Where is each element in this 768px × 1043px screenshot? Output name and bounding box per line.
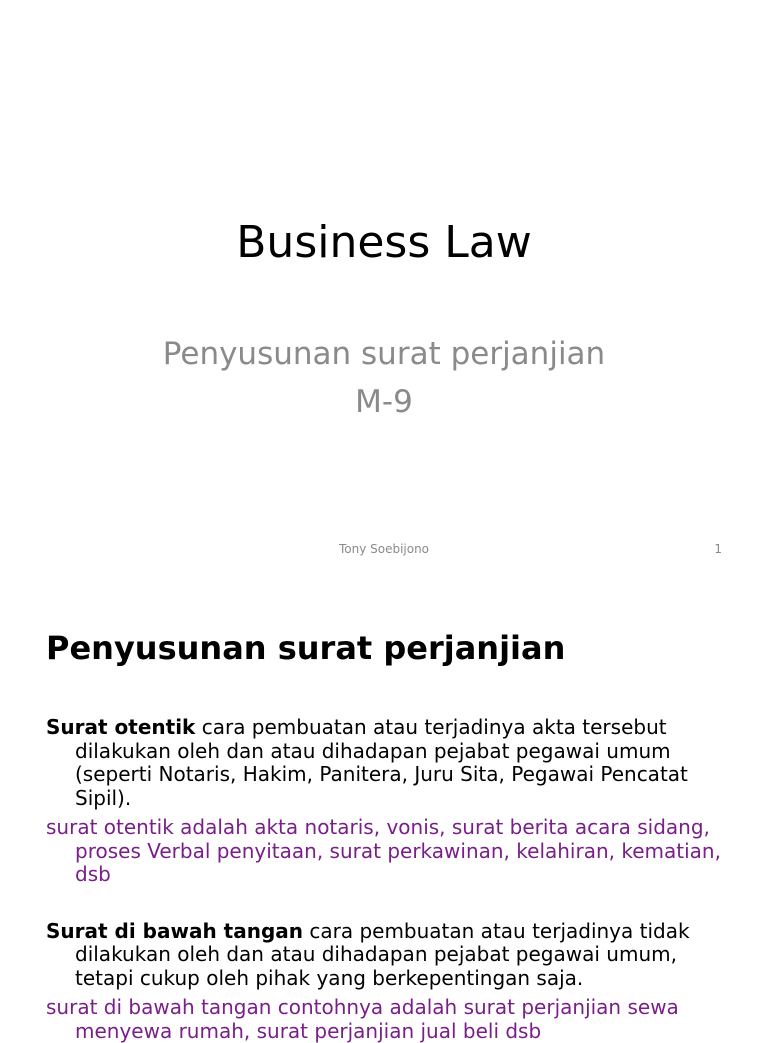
paragraph-surat-otentik bbox=[46, 716, 736, 810]
term-surat-bawah-tangan: Surat di bawah tangan bbox=[46, 918, 303, 943]
subtitle-line-1: Penyusunan surat perjanjian bbox=[162, 336, 606, 372]
paragraph-surat-bawah-tangan bbox=[46, 920, 736, 991]
page-number: 1 bbox=[714, 542, 722, 556]
paragraph-bawah-tangan-examples: surat di bawah tangan contohnya adalah surat perjanjian sewa menyewa rumah, surat perjanjian jual beli dsb bbox=[46, 995, 679, 1043]
slide-2 bbox=[0, 576, 768, 1043]
subtitle-line-2: M-9 bbox=[355, 384, 413, 420]
paragraph-otentik-examples: surat otentik adalah akta notaris, vonis, surat berita acara sidang, proses Verbal penyitaan, surat perkawinan, kelahiran, kematian, dsb bbox=[46, 815, 721, 886]
slide-title: Business Law bbox=[236, 217, 532, 268]
slide-body bbox=[46, 716, 736, 1043]
slide-subtitle bbox=[0, 330, 768, 426]
term-surat-otentik: Surat otentik bbox=[46, 715, 196, 739]
paragraph-text: cara pembuatan atau terjadinya akta tersebut dilakukan oleh dan atau dihadapan pejabat pegawai umum (seperti Notaris, Hakim, Panitera, Juru Sita, Pegawai Pencatat Sipil). bbox=[75, 715, 688, 810]
slide-heading: Penyusunan surat perjanjian bbox=[46, 629, 566, 667]
paragraph-text: cara pembuatan atau terjadinya tidak dilakukan oleh dan atau dihadapan pejabat pegawai umum, tetapi cukup oleh pihak yang berkepentingan saja. bbox=[75, 918, 690, 990]
footer-author: Tony Soebijono bbox=[338, 542, 430, 556]
